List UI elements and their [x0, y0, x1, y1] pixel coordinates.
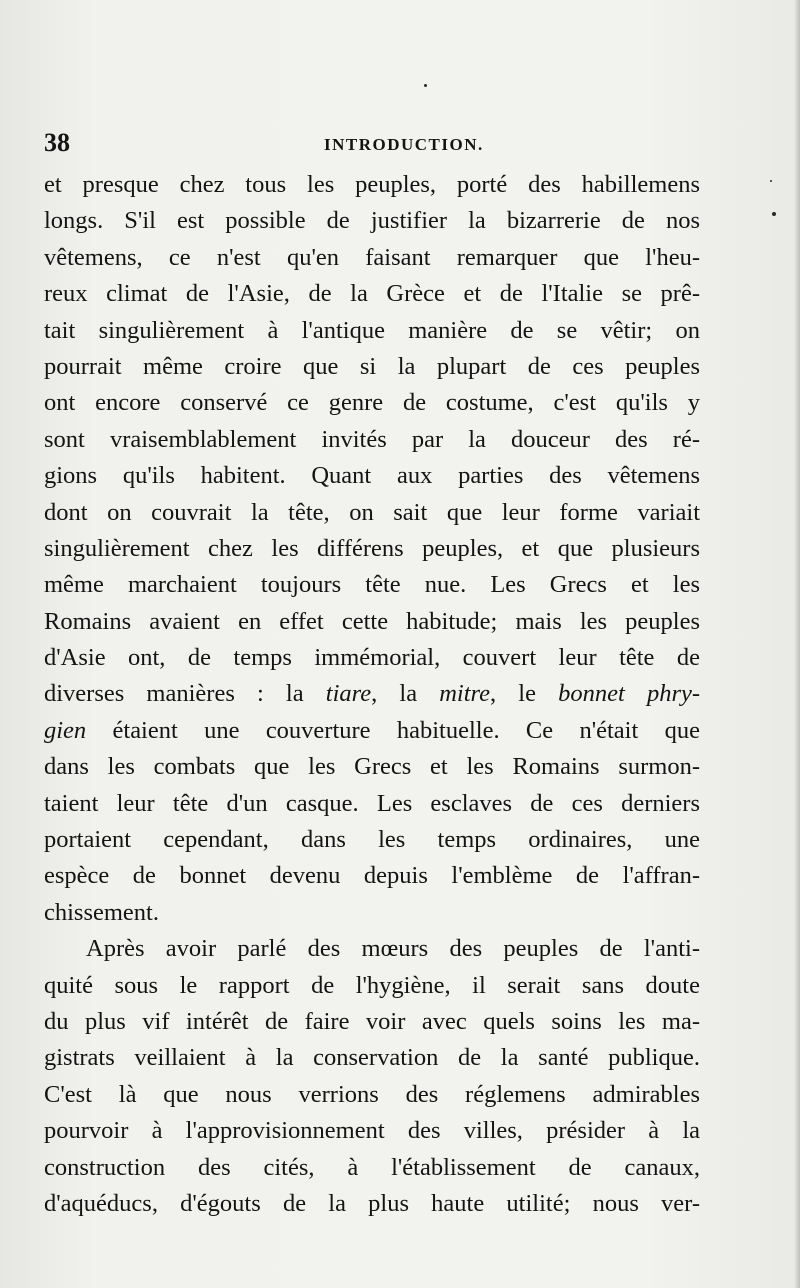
text-line: C'est là que nous verrions des réglemens admirables: [44, 1080, 700, 1108]
print-speck: [772, 212, 776, 216]
text-line: ont encore conservé ce genre de costume, c'est qu'ils y: [44, 389, 700, 417]
text-segment: étaient une couverture habituelle. Ce n'était que: [86, 716, 700, 744]
text-line: Romains avaient en effet cette habitude; mais les peuples: [44, 607, 700, 635]
text-line: et presque chez tous les peuples, porté des habillemens: [44, 171, 700, 198]
text-line: quité sous le rapport de l'hygiène, il serait sans doute: [44, 971, 700, 999]
italic-term-bonnet-phrygien: bonnet phry-: [558, 680, 701, 708]
text-line: pourrait même croire que si la plupart de ces peuples: [44, 352, 700, 380]
text-segment: diverses manières : la: [44, 680, 304, 708]
text-line: sont vraisemblablement invités par la douceur des ré-: [44, 425, 700, 453]
body-text: [44, 167, 700, 1222]
text-line: même marchaient toujours tête nue. Les Grecs et les: [44, 571, 700, 599]
text-line: taient leur tête d'un casque. Les esclaves de ces derniers: [44, 789, 700, 817]
text-line: dont on couvrait la tête, on sait que leur forme variait: [44, 498, 700, 526]
text-line: gions qu'ils habitent. Quant aux parties des vêtemens: [44, 462, 700, 490]
text-line-paragraph-end: chissement.: [44, 898, 159, 926]
text-line: reux climat de l'Asie, de la Grèce et de l'Italie se prê-: [44, 280, 700, 308]
text-line: construction des cités, à l'établissement de canaux,: [44, 1153, 700, 1181]
text-line: longs. S'il est possible de justifier la bizarrerie de nos: [44, 207, 700, 235]
text-line: singulièrement chez les différens peuples, et que plusieurs: [44, 534, 700, 562]
text-line: portaient cependant, dans les temps ordinaires, une: [44, 826, 700, 854]
text-line: dans les combats que les Grecs et les Romains surmon-: [44, 753, 700, 781]
running-head: INTRODUCTION.: [324, 135, 484, 154]
italic-term-mitre: mitre: [439, 680, 491, 708]
text-line: espèce de bonnet devenu depuis l'emblème de l'affran-: [44, 862, 700, 890]
print-speck: [770, 180, 772, 182]
text-line-paragraph-start: Après avoir parlé des mœurs des peuples de l'anti-: [86, 935, 700, 963]
text-line: d'Asie ont, de temps immémorial, couvert leur tête de: [44, 644, 700, 672]
text-line: du plus vif intérêt de faire voir avec quels soins les ma-: [44, 1007, 700, 1035]
text-line: pourvoir à l'approvisionnement des villes, présider à la: [44, 1117, 700, 1145]
text-segment: , la: [371, 680, 440, 708]
text-segment: , le: [490, 680, 559, 708]
text-line: gistrats veillaient à la conservation de la santé publique.: [44, 1044, 700, 1072]
text-line-mixed: [44, 713, 700, 749]
print-speck: [424, 84, 427, 87]
page-edge-shadow: [794, 0, 800, 1288]
text-line: tait singulièrement à l'antique manière de se vêtir; on: [44, 316, 700, 344]
text-line: d'aquéducs, d'égouts de la plus haute utilité; nous ver-: [44, 1189, 700, 1217]
page-number: 38: [44, 128, 70, 157]
text-line: vêtemens, ce n'est qu'en faisant remarquer que l'heu-: [44, 243, 700, 271]
page-header: [44, 128, 744, 168]
italic-term-tiare: tiare: [325, 680, 372, 708]
text-line-mixed: [44, 676, 700, 712]
italic-term-bonnet-phrygien-cont: gien: [44, 716, 87, 744]
